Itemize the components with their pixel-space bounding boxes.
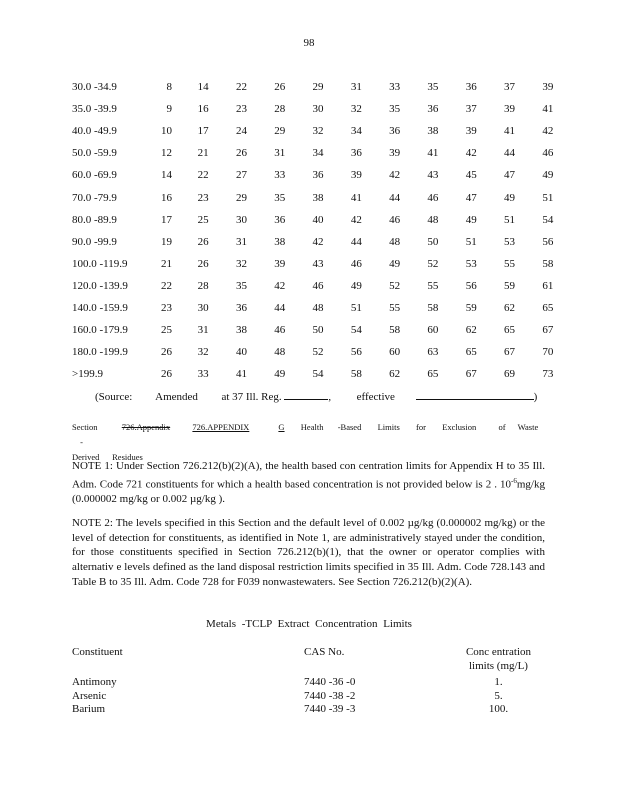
range-cell: 180.0 -199.9 (72, 346, 128, 359)
value-cell: 40 (235, 346, 247, 359)
value-cell: 49 (504, 191, 516, 204)
value-cell: 67 (542, 324, 554, 337)
value-cell: 48 (427, 213, 439, 226)
value-cell: 67 (504, 346, 516, 359)
table-row (72, 164, 567, 186)
value-cell: 27 (235, 169, 247, 182)
value-cell: 73 (542, 368, 554, 381)
source-close: ) (533, 391, 538, 403)
value-cell: 54 (542, 213, 554, 226)
constituent-name: Arsenic (72, 689, 107, 702)
range-cell: 60.0 -69.9 (72, 169, 117, 182)
table-row (72, 297, 567, 319)
value-cell: 38 (274, 235, 286, 248)
value-cell: 56 (542, 235, 554, 248)
value-cell: 65 (542, 301, 554, 314)
header-concentration-line2: limits (mg/L) (469, 659, 528, 672)
value-cell: 30 (312, 103, 324, 116)
value-cell: 60 (389, 346, 401, 359)
source-note (95, 388, 537, 403)
value-cell: 23 (235, 103, 247, 116)
table-row (72, 142, 567, 164)
value-cell: 60 (427, 324, 439, 337)
value-cell: 48 (312, 301, 324, 314)
value-cell: 28 (274, 103, 286, 116)
note-2: NOTE 2: The levels specified in this Section and the default level of 0.002 µg/kg (0.000002 mg/kg) or the level of detection for constituents, as identified in Note 1, are administratively stayed under the condition, for those constituents specified in Section 726.212(b)(1), that the owner or operator complies with alternativ e levels defined as the land disposal restriction limits specified in 35 Ill. Adm. Code 728.143 and Table B to 35 Ill. Adm. Code 728 for F039 nonwastewaters. See Section 726.212(b)(2)(A). (72, 517, 545, 588)
register-blank (284, 388, 328, 400)
value-cell: 56 (465, 279, 477, 292)
value-cell: 10 (161, 125, 172, 138)
title-word: Exclusion (442, 422, 477, 432)
value-cell: 59 (465, 301, 477, 314)
table-row (72, 253, 567, 275)
value-cell: 69 (504, 368, 516, 381)
value-cell: 45 (465, 169, 477, 182)
constituent-name: Barium (72, 703, 105, 715)
value-cell: 59 (504, 279, 516, 292)
value-cell: 26 (235, 147, 247, 160)
appendix-letter: G (278, 422, 285, 432)
value-cell: 31 (274, 147, 286, 160)
value-cell: 36 (235, 301, 247, 314)
value-cell: 46 (312, 279, 324, 292)
value-cell: 52 (312, 346, 324, 359)
value-cell: 52 (427, 257, 439, 270)
value-cell: 23 (197, 191, 209, 204)
value-cell: 17 (161, 213, 172, 226)
value-cell: 54 (350, 324, 362, 337)
value-cell: 70 (542, 346, 554, 359)
value-cell: 58 (542, 257, 554, 270)
value-cell: 56 (350, 346, 362, 359)
value-cell: 50 (427, 235, 439, 248)
value-cell: 16 (197, 103, 209, 116)
value-cell: 38 (235, 324, 247, 337)
value-cell: 39 (504, 103, 516, 116)
table-row (72, 120, 567, 142)
table-row (72, 319, 567, 341)
value-cell: 51 (542, 191, 554, 204)
table-row (72, 98, 567, 120)
range-cell: 30.0 -34.9 (72, 81, 117, 94)
range-cell: 140.0 -159.9 (72, 301, 128, 314)
value-cell: 36 (465, 81, 477, 94)
value-cell: 42 (312, 235, 324, 248)
cas-number: 7440 -36 -0 (304, 676, 356, 688)
value-cell: 54 (312, 368, 324, 381)
value-cell: 38 (427, 125, 439, 138)
value-cell: 58 (350, 368, 362, 381)
value-cell: 26 (274, 81, 286, 94)
value-cell: 38 (312, 191, 324, 204)
value-cell: 41 (427, 147, 439, 160)
table-row (72, 341, 567, 363)
value-cell: 21 (161, 257, 172, 270)
value-cell: 29 (312, 81, 324, 94)
source-comma: , (328, 391, 332, 403)
value-cell: 29 (274, 125, 286, 138)
value-cell: 22 (197, 169, 209, 182)
concentration-limit: 100. (488, 703, 509, 715)
constituents-header-row (72, 646, 541, 676)
header-concentration-line1: Conc entration (465, 646, 532, 658)
value-cell: 65 (427, 368, 439, 381)
section-label: Section (72, 422, 98, 432)
value-cell: 30 (235, 213, 247, 226)
value-cell: 46 (389, 213, 401, 226)
value-cell: 62 (504, 301, 516, 314)
value-cell: 46 (542, 147, 554, 160)
concentration-limit: 1. (494, 676, 503, 688)
value-cell: 58 (389, 324, 401, 337)
title-word: of (498, 422, 506, 432)
value-cell: 42 (465, 147, 477, 160)
range-cell: 160.0 -179.9 (72, 324, 128, 337)
value-cell: 48 (389, 235, 401, 248)
value-cell: 14 (197, 81, 209, 94)
header-cas: CAS No. (304, 646, 345, 658)
value-cell: 36 (389, 125, 401, 138)
value-cell: 31 (350, 81, 362, 94)
struck-appendix-label: 726.Appendix (121, 422, 171, 432)
note-1-exponent: -6 (511, 476, 517, 485)
value-cell: 19 (161, 235, 172, 248)
value-cell: 24 (235, 125, 247, 138)
range-cell: 35.0 -39.9 (72, 103, 117, 116)
table-row (72, 76, 567, 98)
value-cell: 22 (161, 279, 172, 292)
value-cell: 53 (465, 257, 477, 270)
value-cell: 26 (161, 346, 172, 359)
value-cell: 41 (542, 103, 554, 116)
header-concentration (456, 646, 541, 676)
value-cell: 49 (350, 279, 362, 292)
range-cell: 70.0 -79.9 (72, 191, 117, 204)
value-cell: 48 (274, 346, 286, 359)
value-cell: 36 (274, 213, 286, 226)
value-cell: 26 (161, 368, 172, 381)
value-cell: 62 (389, 368, 401, 381)
range-cell: 100.0 -119.9 (72, 257, 128, 270)
value-cell: 39 (274, 257, 286, 270)
value-cell: 22 (235, 81, 247, 94)
header-constituent: Constituent (72, 646, 123, 658)
value-cell: 52 (389, 279, 401, 292)
value-cell: 44 (504, 147, 516, 160)
value-cell: 47 (504, 169, 516, 182)
value-cell: 32 (197, 346, 209, 359)
value-cell: 34 (312, 147, 324, 160)
value-cell: 55 (427, 279, 439, 292)
value-cell: 35 (427, 81, 439, 94)
value-cell: 39 (350, 169, 362, 182)
value-cell: 67 (465, 368, 477, 381)
value-cell: 33 (389, 81, 401, 94)
title-word: Waste (517, 422, 539, 432)
value-cell: 42 (389, 169, 401, 182)
value-cell: 61 (542, 279, 554, 292)
value-cell: 65 (465, 346, 477, 359)
value-cell: 49 (542, 169, 554, 182)
page-number: 98 (303, 37, 315, 49)
value-cell: 53 (504, 235, 516, 248)
value-cell: 39 (389, 147, 401, 160)
value-cell: 51 (350, 301, 362, 314)
value-cell: 29 (235, 191, 247, 204)
constituents-table (72, 646, 541, 717)
cas-number: 7440 -39 -3 (304, 703, 356, 715)
value-cell: 26 (197, 257, 209, 270)
value-cell: 17 (197, 125, 209, 138)
value-cell: 36 (312, 169, 324, 182)
value-cell: 41 (235, 368, 247, 381)
value-cell: 62 (465, 324, 477, 337)
range-cell: 40.0 -49.9 (72, 125, 117, 138)
table-row (72, 363, 567, 385)
value-cell: 43 (427, 169, 439, 182)
value-cell: 35 (389, 103, 401, 116)
value-cell: 41 (350, 191, 362, 204)
value-cell: 25 (161, 324, 172, 337)
title-word: - (80, 437, 83, 447)
value-cell: 39 (465, 125, 477, 138)
value-cell: 41 (504, 125, 516, 138)
value-cell: 65 (504, 324, 516, 337)
value-cell: 26 (197, 235, 209, 248)
value-cell: 55 (389, 301, 401, 314)
value-cell: 44 (350, 235, 362, 248)
constituent-row (72, 676, 541, 690)
source-amended: Amended (155, 391, 198, 403)
value-cell: 43 (312, 257, 324, 270)
note-1 (72, 459, 545, 507)
value-cell: 32 (235, 257, 247, 270)
table-row (72, 275, 567, 297)
value-cell: 31 (235, 235, 247, 248)
value-cell: 37 (504, 81, 516, 94)
range-cell: >199.9 (72, 368, 103, 381)
value-cell: 39 (542, 81, 554, 94)
value-cell: 37 (465, 103, 477, 116)
range-cell: 90.0 -99.9 (72, 235, 117, 248)
constituent-row (72, 690, 541, 704)
value-cell: 31 (197, 324, 209, 337)
value-cell: 46 (350, 257, 362, 270)
metals-table-title: Metals -TCLP Extract Concentration Limits (206, 618, 412, 630)
value-cell: 44 (389, 191, 401, 204)
value-cell: 50 (312, 324, 324, 337)
constituent-row (72, 703, 541, 717)
note-1-text: NOTE 1: Under Section 726.212(b)(2)(A), the health based con centration limits for Appendix H to 35 Ill. Adm. Code 721 constituents for which a health based concentration is not provided below is 2 . 10 (72, 460, 545, 491)
effective-blank (416, 388, 534, 400)
value-cell: 32 (312, 125, 324, 138)
table-row (72, 186, 567, 208)
value-cell: 9 (166, 103, 172, 116)
value-cell: 28 (197, 279, 209, 292)
constituent-name: Antimony (72, 676, 117, 688)
value-cell: 46 (427, 191, 439, 204)
value-cell: 44 (274, 301, 286, 314)
value-cell: 30 (197, 301, 209, 314)
range-cell: 50.0 -59.9 (72, 147, 117, 160)
value-cell: 21 (197, 147, 209, 160)
title-word: Health (300, 422, 324, 432)
new-appendix-label: 726.APPENDIX (192, 422, 250, 432)
value-cell: 49 (274, 368, 286, 381)
value-cell: 55 (504, 257, 516, 270)
value-cell: 34 (350, 125, 362, 138)
value-cell: 12 (161, 147, 172, 160)
value-cell: 40 (312, 213, 324, 226)
table-row (72, 209, 567, 231)
value-cell: 23 (161, 301, 172, 314)
section-heading-line2: Derived Residues (72, 452, 143, 462)
value-cell: 25 (197, 213, 209, 226)
note-1-text-end: mg/kg (0.000002 mg/kg or 0.002 µg/kg ). (72, 478, 545, 506)
value-cell: 47 (465, 191, 477, 204)
value-cell: 46 (274, 324, 286, 337)
value-cell: 32 (350, 103, 362, 116)
value-cell: 36 (427, 103, 439, 116)
value-cell: 35 (235, 279, 247, 292)
title-word: -Based (337, 422, 362, 432)
value-cell: 16 (161, 191, 172, 204)
source-effective: effective (356, 391, 395, 403)
health-based-limits-table (72, 76, 567, 385)
value-cell: 8 (166, 81, 172, 94)
value-cell: 36 (350, 147, 362, 160)
table-row (72, 231, 567, 253)
value-cell: 63 (427, 346, 439, 359)
range-cell: 120.0 -139.9 (72, 279, 128, 292)
value-cell: 42 (274, 279, 286, 292)
title-word: Limits (377, 422, 400, 432)
value-cell: 42 (542, 125, 554, 138)
title-word: for (416, 422, 426, 432)
value-cell: 42 (350, 213, 362, 226)
value-cell: 51 (465, 235, 477, 248)
source-open: (Source: (95, 391, 133, 403)
value-cell: 33 (274, 169, 286, 182)
value-cell: 49 (465, 213, 477, 226)
value-cell: 51 (504, 213, 516, 226)
value-cell: 49 (389, 257, 401, 270)
value-cell: 58 (427, 301, 439, 314)
source-register: at 37 Ill. Reg. (221, 391, 282, 403)
range-cell: 80.0 -89.9 (72, 213, 117, 226)
value-cell: 33 (197, 368, 209, 381)
value-cell: 14 (161, 169, 172, 182)
cas-number: 7440 -38 -2 (304, 689, 356, 702)
concentration-limit: 5. (494, 689, 503, 702)
value-cell: 35 (274, 191, 286, 204)
